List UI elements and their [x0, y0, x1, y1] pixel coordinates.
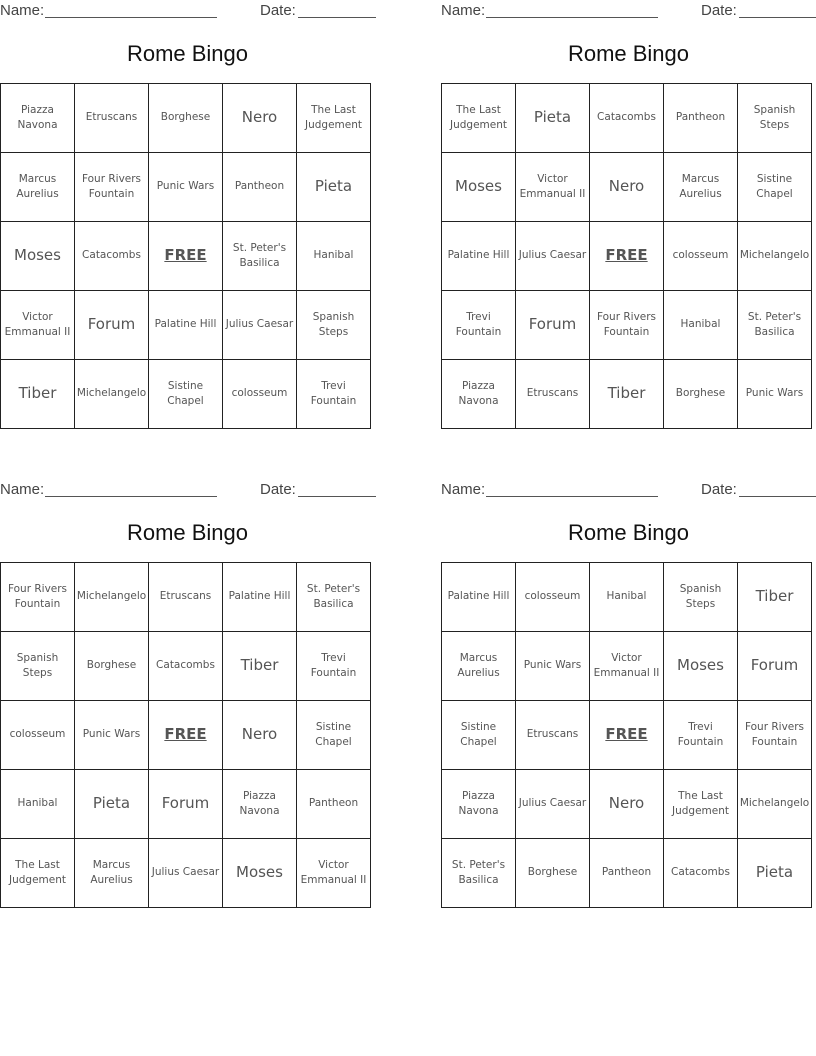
- free-space-cell[interactable]: FREE: [149, 701, 223, 770]
- grid-row: [1, 563, 371, 632]
- date-field-line[interactable]: [739, 17, 816, 18]
- date-label: Date:: [260, 481, 296, 498]
- bingo-cell[interactable]: Moses: [442, 153, 516, 222]
- date-label: Date:: [260, 2, 296, 19]
- grid-row: [1, 701, 371, 770]
- grid-row: [442, 222, 812, 291]
- grid-row: [442, 632, 812, 701]
- bingo-cell[interactable]: Four Rivers Fountain: [738, 701, 812, 770]
- bingo-cell[interactable]: St. Peter's Basilica: [297, 563, 371, 632]
- bingo-cell[interactable]: Moses: [223, 839, 297, 908]
- name-label: Name:: [0, 481, 45, 498]
- bingo-cell[interactable]: Catacombs: [664, 839, 738, 908]
- bingo-cell[interactable]: Trevi Fountain: [442, 291, 516, 360]
- bingo-cell[interactable]: Piazza Navona: [442, 360, 516, 429]
- bingo-cell[interactable]: colosseum: [664, 222, 738, 291]
- bingo-cell[interactable]: Victor Emmanual II: [590, 632, 664, 701]
- bingo-cell[interactable]: Hanibal: [664, 291, 738, 360]
- bingo-cell[interactable]: Nero: [223, 701, 297, 770]
- header-row: [0, 0, 376, 22]
- bingo-cell[interactable]: St. Peter's Basilica: [442, 839, 516, 908]
- free-space-cell[interactable]: FREE: [590, 222, 664, 291]
- bingo-cell[interactable]: Etruscans: [149, 563, 223, 632]
- bingo-cell[interactable]: St. Peter's Basilica: [738, 291, 812, 360]
- bingo-cell[interactable]: Michelangelo: [75, 563, 149, 632]
- header-row: [441, 479, 816, 501]
- bingo-cell[interactable]: Piazza Navona: [442, 770, 516, 839]
- bingo-cell[interactable]: The Last Judgement: [297, 84, 371, 153]
- bingo-cell[interactable]: Nero: [590, 770, 664, 839]
- bingo-card: [441, 479, 816, 886]
- bingo-cell[interactable]: Hanibal: [590, 563, 664, 632]
- bingo-grid: [0, 562, 371, 908]
- bingo-cell[interactable]: colosseum: [516, 563, 590, 632]
- bingo-cell[interactable]: Julius Caesar: [516, 222, 590, 291]
- bingo-cell[interactable]: Catacombs: [149, 632, 223, 701]
- bingo-cell[interactable]: Punic Wars: [516, 632, 590, 701]
- grid-row: [1, 153, 371, 222]
- bingo-cell[interactable]: Pieta: [75, 770, 149, 839]
- bingo-cell[interactable]: Punic Wars: [149, 153, 223, 222]
- grid-row: [442, 291, 812, 360]
- grid-row: [442, 84, 812, 153]
- grid-row: [442, 839, 812, 908]
- card-title: Rome Bingo: [567, 520, 690, 545]
- bingo-cell[interactable]: Palatine Hill: [442, 563, 516, 632]
- bingo-cell[interactable]: Nero: [223, 84, 297, 153]
- bingo-cell[interactable]: Pieta: [738, 839, 812, 908]
- bingo-cell[interactable]: St. Peter's Basilica: [223, 222, 297, 291]
- grid-row: [1, 84, 371, 153]
- name-label: Name:: [0, 2, 45, 19]
- bingo-cell[interactable]: Borghese: [664, 360, 738, 429]
- bingo-cell[interactable]: Palatine Hill: [223, 563, 297, 632]
- bingo-cell[interactable]: Piazza Navona: [1, 84, 75, 153]
- name-field-line[interactable]: [486, 496, 658, 497]
- grid-row: [1, 770, 371, 839]
- bingo-cell[interactable]: Borghese: [516, 839, 590, 908]
- bingo-grid: [441, 562, 812, 908]
- grid-row: [1, 360, 371, 429]
- bingo-cell[interactable]: Punic Wars: [738, 360, 812, 429]
- grid-row: [442, 770, 812, 839]
- bingo-cell[interactable]: Moses: [664, 632, 738, 701]
- card-title: Rome Bingo: [567, 41, 690, 66]
- bingo-cell[interactable]: Tiber: [738, 563, 812, 632]
- bingo-cell[interactable]: Tiber: [590, 360, 664, 429]
- bingo-card: [441, 0, 816, 407]
- bingo-cell[interactable]: Sistine Chapel: [297, 701, 371, 770]
- bingo-cell[interactable]: Marcus Aurelius: [442, 632, 516, 701]
- bingo-cell[interactable]: Forum: [149, 770, 223, 839]
- bingo-cell[interactable]: Sistine Chapel: [442, 701, 516, 770]
- bingo-cell[interactable]: Michelangelo: [738, 770, 812, 839]
- bingo-cell[interactable]: Marcus Aurelius: [664, 153, 738, 222]
- name-field-line[interactable]: [45, 17, 217, 18]
- bingo-cell[interactable]: Victor Emmanual II: [516, 153, 590, 222]
- grid-row: [442, 360, 812, 429]
- date-field-line[interactable]: [298, 496, 376, 497]
- bingo-cell[interactable]: Tiber: [1, 360, 75, 429]
- grid-row: [442, 153, 812, 222]
- bingo-cell[interactable]: Forum: [516, 291, 590, 360]
- bingo-cell[interactable]: Spanish Steps: [738, 84, 812, 153]
- bingo-cell[interactable]: Pantheon: [297, 770, 371, 839]
- bingo-cell[interactable]: Michelangelo: [75, 360, 149, 429]
- bingo-cell[interactable]: colosseum: [223, 360, 297, 429]
- date-field-line[interactable]: [739, 496, 816, 497]
- bingo-cell[interactable]: Forum: [738, 632, 812, 701]
- bingo-cell[interactable]: Nero: [590, 153, 664, 222]
- bingo-cell[interactable]: Pieta: [297, 153, 371, 222]
- bingo-cell[interactable]: Four Rivers Fountain: [590, 291, 664, 360]
- date-label: Date:: [701, 2, 737, 19]
- date-label: Date:: [701, 481, 737, 498]
- grid-row: [442, 563, 812, 632]
- bingo-card: [0, 479, 376, 886]
- grid-row: [1, 839, 371, 908]
- grid-row: [442, 701, 812, 770]
- bingo-cell[interactable]: Etruscans: [516, 701, 590, 770]
- bingo-cell[interactable]: Spanish Steps: [297, 291, 371, 360]
- bingo-cell[interactable]: Etruscans: [516, 360, 590, 429]
- bingo-cell[interactable]: Punic Wars: [75, 701, 149, 770]
- bingo-cell[interactable]: The Last Judgement: [664, 770, 738, 839]
- name-label: Name:: [441, 2, 486, 19]
- bingo-cell[interactable]: Marcus Aurelius: [1, 153, 75, 222]
- bingo-cell[interactable]: Pieta: [516, 84, 590, 153]
- bingo-cell[interactable]: Four Rivers Fountain: [1, 563, 75, 632]
- bingo-cell[interactable]: The Last Judgement: [1, 839, 75, 908]
- bingo-cell[interactable]: Spanish Steps: [664, 563, 738, 632]
- bingo-cell[interactable]: Pantheon: [223, 153, 297, 222]
- bingo-cell[interactable]: Borghese: [75, 632, 149, 701]
- bingo-cell[interactable]: Julius Caesar: [223, 291, 297, 360]
- bingo-card: [0, 0, 376, 407]
- grid-row: [1, 291, 371, 360]
- bingo-cell[interactable]: Julius Caesar: [516, 770, 590, 839]
- bingo-grid: [441, 83, 812, 429]
- bingo-grid: [0, 83, 371, 429]
- card-title: Rome Bingo: [126, 41, 249, 66]
- bingo-cell[interactable]: Catacombs: [75, 222, 149, 291]
- bingo-cell[interactable]: Piazza Navona: [223, 770, 297, 839]
- bingo-cell[interactable]: Michelangelo: [738, 222, 812, 291]
- bingo-cell[interactable]: Palatine Hill: [149, 291, 223, 360]
- name-field-line[interactable]: [486, 17, 658, 18]
- grid-row: [1, 632, 371, 701]
- bingo-cell[interactable]: Sistine Chapel: [149, 360, 223, 429]
- bingo-cell[interactable]: Marcus Aurelius: [75, 839, 149, 908]
- bingo-cell[interactable]: Palatine Hill: [442, 222, 516, 291]
- bingo-cell[interactable]: Moses: [1, 222, 75, 291]
- bingo-cell[interactable]: Victor Emmanual II: [1, 291, 75, 360]
- bingo-cell[interactable]: Pantheon: [664, 84, 738, 153]
- bingo-cell[interactable]: Sistine Chapel: [738, 153, 812, 222]
- date-field-line[interactable]: [298, 17, 376, 18]
- free-space-cell[interactable]: FREE: [590, 701, 664, 770]
- name-field-line[interactable]: [45, 496, 217, 497]
- bingo-cell[interactable]: Borghese: [149, 84, 223, 153]
- bingo-cell[interactable]: Forum: [75, 291, 149, 360]
- card-title: Rome Bingo: [126, 520, 249, 545]
- bingo-cell[interactable]: Spanish Steps: [1, 632, 75, 701]
- header-row: [441, 0, 816, 22]
- grid-row: [1, 222, 371, 291]
- bingo-cell[interactable]: The Last Judgement: [442, 84, 516, 153]
- bingo-cell[interactable]: Trevi Fountain: [664, 701, 738, 770]
- bingo-cell[interactable]: Trevi Fountain: [297, 360, 371, 429]
- name-label: Name:: [441, 481, 486, 498]
- bingo-cell[interactable]: Hanibal: [1, 770, 75, 839]
- bingo-cell[interactable]: Julius Caesar: [149, 839, 223, 908]
- header-row: [0, 479, 376, 501]
- bingo-cell[interactable]: Etruscans: [75, 84, 149, 153]
- bingo-cell[interactable]: colosseum: [1, 701, 75, 770]
- bingo-cell[interactable]: Hanibal: [297, 222, 371, 291]
- bingo-cell[interactable]: Tiber: [223, 632, 297, 701]
- bingo-cell[interactable]: Victor Emmanual II: [297, 839, 371, 908]
- bingo-cell[interactable]: Catacombs: [590, 84, 664, 153]
- bingo-cell[interactable]: Four Rivers Fountain: [75, 153, 149, 222]
- bingo-cell[interactable]: Pantheon: [590, 839, 664, 908]
- free-space-cell[interactable]: FREE: [149, 222, 223, 291]
- bingo-cell[interactable]: Trevi Fountain: [297, 632, 371, 701]
